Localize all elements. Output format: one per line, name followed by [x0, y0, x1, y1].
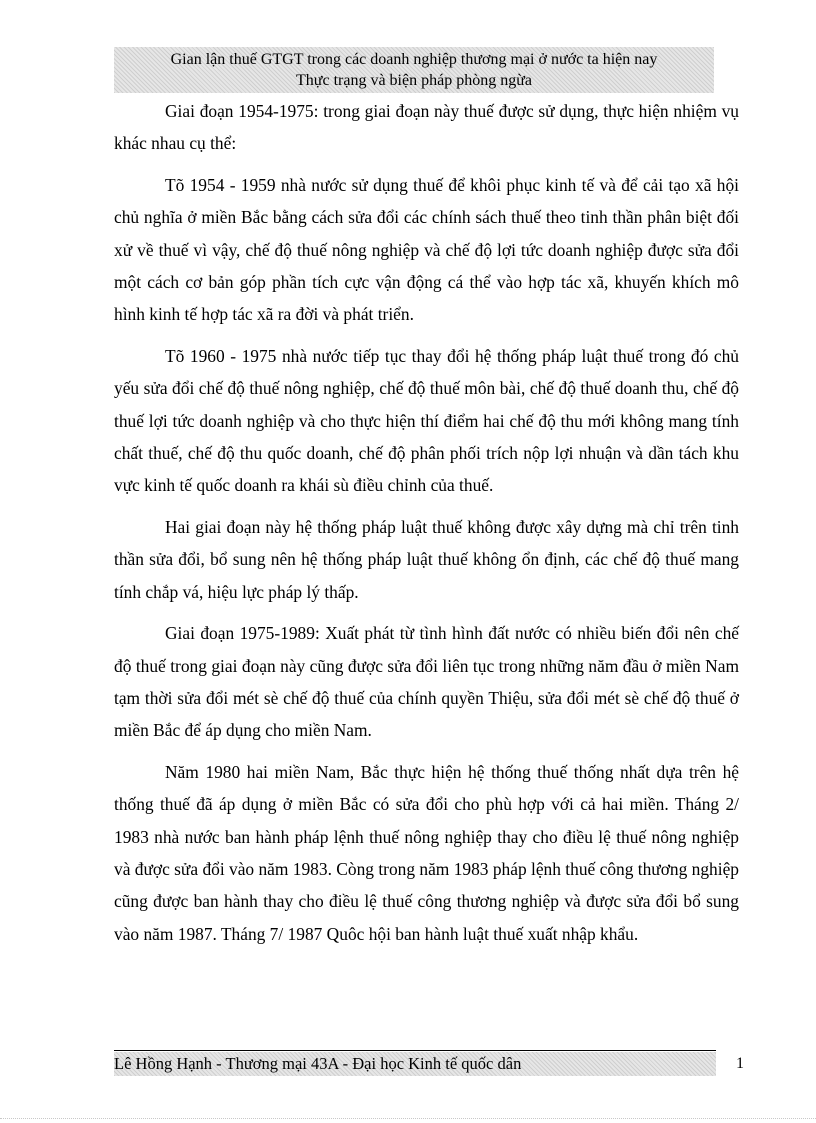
footer-divider [114, 1050, 716, 1051]
footer-author: Lê Hồng Hạnh - Thương mại 43A - Đại học Kinh tế quốc dân [114, 1054, 522, 1073]
paragraph-period-1954-1975: Giai đoạn 1954-1975: trong giai đoạn này thuế được sử dụng, thực hiện nhiệm vụ khác nhau cụ thể: [114, 101, 739, 154]
page-header [114, 47, 714, 93]
paragraph-two-periods-summary: Hai giai đoạn này hệ thống pháp luật thuế không được xây dựng mà chỉ trên tinh thần sửa đổi, bổ sung nên hệ thống pháp luật thuế không ổn định, các chế độ thuế mang tính chắp vá, hiệu lực pháp lý thấp. [114, 516, 739, 602]
page-bottom-edge [0, 1118, 816, 1119]
paragraph-1980-unified-tax: Năm 1980 hai miền Nam, Bắc thực hiện hệ thống thuế thống nhất dựa trên hệ thống thuế đã áp dụng ở miền Bắc có sửa đổi cho phù hợp với cả hai miền. Tháng 2/ 1983 nhà nước ban hành pháp lệnh thuế nông nghiệp thay cho điều lệ thuế nông nghiệp và được sửa đổi vào năm 1983. Còng trong năm 1983 pháp lệnh thuế công thương nghiệp cũng được ban hành thay cho điều lệ thuế công thương nghiệp và được sửa đổi bổ sung vào năm 1987. Tháng 7/ 1987 Quôc hội ban hành luật thuế xuất nhập khẩu. [114, 761, 739, 944]
paragraph-1954-1959: Tõ 1954 - 1959 nhà nước sử dụng thuế để khôi phục kinh tế và để cải tạo xã hội chủ nghĩa ở miền Bắc bằng cách sửa đổi các chính sách thuế theo tinh thần phân biệt đối xử về thuế vì vậy, chế độ thuế nông nghiệp và chế độ lợi tức doanh nghiệp được sửa đổi một cách cơ bản góp phần tích cực vận động cá thể vào hợp tác xã, khuyến khích mô hình kinh tế hợp tác xã ra đời và phát triển. [114, 174, 739, 325]
paragraph-1960-1975: Tõ 1960 - 1975 nhà nước tiếp tục thay đổi hệ thống pháp luật thuế trong đó chủ yếu sửa đổi chế độ thuế nông nghiệp, chế độ thuế môn bài, chế độ thuế doanh thu, chế độ thuế lợi tức doanh nghiệp và cho thực hiện thí điểm hai chế độ thu mới không mang tính chất thuế, chế độ thu quốc doanh, chế độ phân phối trích nộp lợi nhuận và dần tách khu vực kinh tế quốc doanh ra khái sù điều chỉnh của thuế. [114, 345, 739, 496]
page-footer [114, 1052, 716, 1076]
document-body [114, 95, 739, 959]
page-number: 1 [736, 1055, 744, 1072]
header-title-line-2: Thực trạng và biện pháp phòng ngừa [296, 72, 532, 89]
header-title-line-1: Gian lận thuế GTGT trong các doanh nghiệp thương mại ở nước ta hiện nay [170, 51, 658, 68]
paragraph-period-1975-1989: Giai đoạn 1975-1989: Xuất phát từ tình hình đất nước có nhiều biến đổi nên chế độ thuế trong giai đoạn này cũng được sửa đổi liên tục trong những năm đầu ở miền Nam tạm thời sửa đổi mét sè chế độ thuế của chính quyền Thiệu, sửa đổi mét sè chế độ thuế ở miền Bắc để áp dụng cho miền Nam. [114, 623, 739, 741]
